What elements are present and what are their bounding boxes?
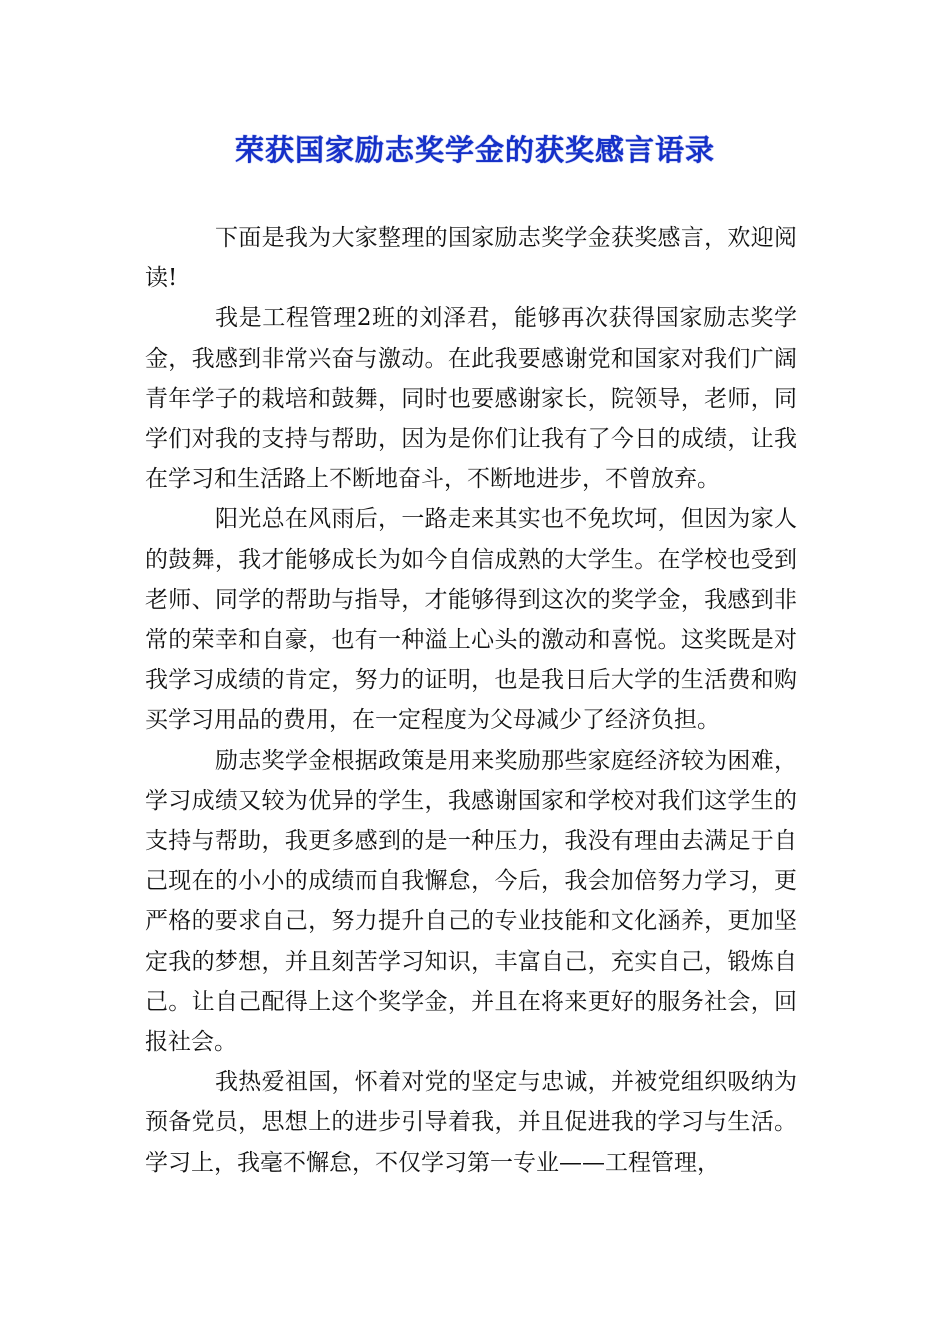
paragraph-intro: 下面是我为大家整理的国家励志奖学金获奖感言，欢迎阅读! xyxy=(145,225,797,292)
paragraph-self-introduction: 我是工程管理2班的刘泽君，能够再次获得国家励志奖学金，我感到非常兴奋与激动。在此我要感谢党和国家对我们广阔青年学子的栽培和鼓舞，同时也要感谢家长，院领导，老师，同学们对我的支持与帮助，因为是你们让我有了今日的成绩，让我在学习和生活路上不断地奋斗，不断地进步，不曾放弃。 xyxy=(145,305,797,493)
document-title: 荣获国家励志奖学金的获奖感言语录 xyxy=(234,133,715,167)
paragraph-scholarship-policy: 励志奖学金根据政策是用来奖励那些家庭经济较为困难，学习成绩又较为优异的学生，我感谢国家和学校对我们这学生的支持与帮助，我更多感到的是一种压力，我没有理由去满足于自己现在的小小的成绩而自我懈怠，今后，我会加倍努力学习，更严格的要求自己，努力提升自己的专业技能和文化涵养，更加坚定我的梦想，并且刻苦学习知识，丰富自己，充实自己，锻炼自己。让自己配得上这个奖学金，并且在将来更好的服务社会，回报社会。 xyxy=(145,747,797,1056)
paragraph-patriotism: 我热爱祖国，怀着对党的坚定与忠诚，并被党组织吸纳为预备党员，思想上的进步引导着我，并且促进我的学习与生活。学习上，我毫不懈怠，不仅学习第一专业——工程管理， xyxy=(145,1069,797,1176)
document-body xyxy=(145,218,797,1183)
paragraph-growth: 阳光总在风雨后，一路走来其实也不免坎坷，但因为家人的鼓舞，我才能够成长为如今自信成熟的大学生。在学校也受到老师、同学的帮助与指导，才能够得到这次的奖学金，我感到非常的荣幸和自豪，也有一种溢上心头的激动和喜悦。这奖既是对我学习成绩的肯定，努力的证明，也是我日后大学的生活费和购买学习用品的费用，在一定程度为父母减少了经济负担。 xyxy=(145,506,797,734)
